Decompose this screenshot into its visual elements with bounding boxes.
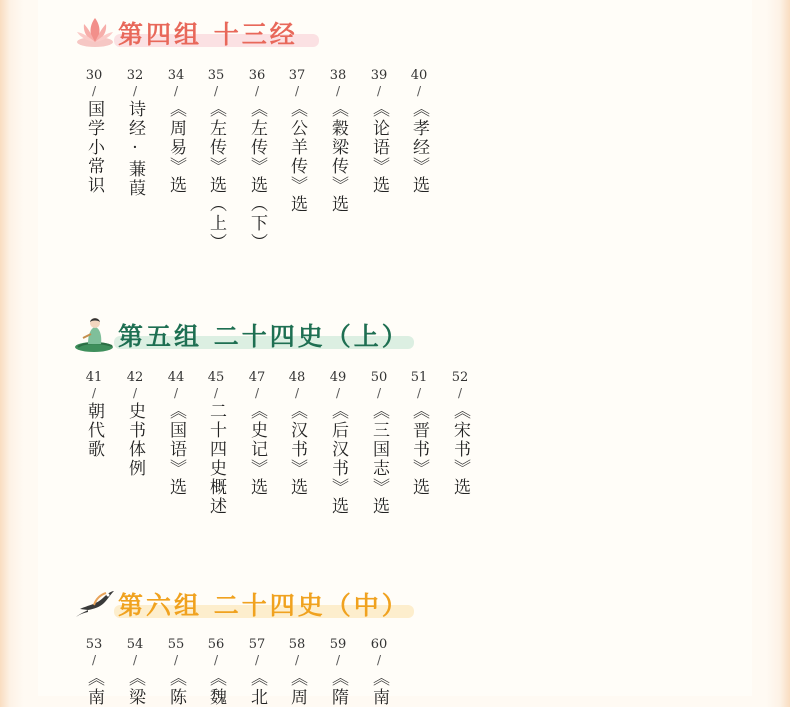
- lesson-number: 57: [248, 637, 266, 652]
- lesson-number: 38: [329, 68, 347, 83]
- lesson-item[interactable]: [365, 68, 393, 195]
- lesson-item[interactable]: [365, 370, 393, 516]
- slash-divider: /: [335, 386, 341, 400]
- lesson-title: 国学小常识: [84, 100, 104, 195]
- swallow-icon: [74, 583, 116, 623]
- lesson-number: 56: [207, 637, 225, 652]
- lesson-title: 《穀梁传》选: [328, 100, 348, 214]
- slash-divider: /: [173, 84, 179, 98]
- lesson-title: 《南: [369, 669, 389, 707]
- lesson-title: 《魏: [206, 669, 226, 707]
- lesson-item[interactable]: [283, 68, 311, 214]
- lesson-item[interactable]: [80, 637, 108, 707]
- slash-divider: /: [173, 653, 179, 667]
- slash-divider: /: [376, 653, 382, 667]
- lesson-number: 50: [370, 370, 388, 385]
- lesson-item[interactable]: [243, 68, 271, 252]
- lesson-item[interactable]: [324, 637, 352, 707]
- lesson-item[interactable]: [243, 370, 271, 497]
- lesson-title: 《陈: [166, 669, 186, 707]
- slash-divider: /: [416, 386, 422, 400]
- lesson-number: 35: [207, 68, 225, 83]
- slash-divider: /: [91, 653, 97, 667]
- slash-divider: /: [213, 386, 219, 400]
- lesson-item[interactable]: [202, 68, 230, 252]
- lesson-number: 54: [126, 637, 144, 652]
- lotus-icon: [74, 12, 116, 52]
- slash-divider: /: [213, 653, 219, 667]
- slash-divider: /: [335, 84, 341, 98]
- lesson-title: 二十四史概述: [206, 402, 226, 516]
- lesson-title: 诗经·蒹葭: [125, 100, 145, 198]
- lesson-item[interactable]: [405, 370, 433, 497]
- lesson-title: 《左传》选（下）: [247, 100, 267, 252]
- lesson-number: 34: [167, 68, 185, 83]
- lesson-number: 45: [207, 370, 225, 385]
- lesson-title: 《左传》选（上）: [206, 100, 226, 252]
- section-title: 第六组 二十四史（中）: [118, 591, 410, 620]
- slash-divider: /: [457, 386, 463, 400]
- lesson-title: 《梁: [125, 669, 145, 707]
- lesson-number: 42: [126, 370, 144, 385]
- slash-divider: /: [91, 84, 97, 98]
- slash-divider: /: [173, 386, 179, 400]
- lesson-title: 《后汉书》选: [328, 402, 348, 516]
- lesson-title: 《隋: [328, 669, 348, 707]
- lesson-number: 53: [85, 637, 103, 652]
- slash-divider: /: [254, 653, 260, 667]
- lesson-item[interactable]: [446, 370, 474, 497]
- lesson-number: 51: [410, 370, 428, 385]
- lesson-number: 60: [370, 637, 388, 652]
- section-title: 第五组 二十四史（上）: [118, 322, 410, 351]
- slash-divider: /: [376, 84, 382, 98]
- slash-divider: /: [294, 84, 300, 98]
- lesson-item[interactable]: [80, 370, 108, 459]
- lesson-item[interactable]: [324, 68, 352, 214]
- slash-divider: /: [132, 653, 138, 667]
- lesson-title: 《汉书》选: [287, 402, 307, 497]
- lesson-number: 52: [451, 370, 469, 385]
- slash-divider: /: [294, 653, 300, 667]
- lesson-title: 《南: [84, 669, 104, 707]
- slash-divider: /: [376, 386, 382, 400]
- lesson-item[interactable]: [405, 68, 433, 195]
- lesson-title: 《周易》选: [166, 100, 186, 195]
- lesson-item[interactable]: [202, 370, 230, 516]
- lesson-item[interactable]: [121, 370, 149, 478]
- lesson-item[interactable]: [80, 68, 108, 195]
- slash-divider: /: [294, 386, 300, 400]
- lesson-title: 《周: [287, 669, 307, 707]
- lesson-title: 《公羊传》选: [287, 100, 307, 214]
- slash-divider: /: [254, 84, 260, 98]
- lesson-number: 41: [85, 370, 103, 385]
- lesson-number: 32: [126, 68, 144, 83]
- lesson-number: 44: [167, 370, 185, 385]
- lesson-item[interactable]: [202, 637, 230, 707]
- lesson-item[interactable]: [283, 637, 311, 707]
- lesson-title: 《国语》选: [166, 402, 186, 497]
- lesson-title: 《宋书》选: [450, 402, 470, 497]
- lesson-number: 36: [248, 68, 266, 83]
- scholar-on-leaf-icon: [74, 314, 116, 354]
- lesson-title: 史书体例: [125, 402, 145, 478]
- lesson-number: 30: [85, 68, 103, 83]
- lesson-title: 《史记》选: [247, 402, 267, 497]
- lesson-title: 《三国志》选: [369, 402, 389, 516]
- lesson-title: 《北: [247, 669, 267, 707]
- slash-divider: /: [132, 84, 138, 98]
- lesson-item[interactable]: [365, 637, 393, 707]
- section-title: 第四组 十三经: [118, 20, 298, 49]
- slash-divider: /: [335, 653, 341, 667]
- lesson-title: 《论语》选: [369, 100, 389, 195]
- lesson-item[interactable]: [121, 68, 149, 198]
- slash-divider: /: [213, 84, 219, 98]
- lesson-title: 《孝经》选: [409, 100, 429, 195]
- lesson-number: 47: [248, 370, 266, 385]
- slash-divider: /: [416, 84, 422, 98]
- lesson-item[interactable]: [162, 637, 190, 707]
- lesson-item[interactable]: [162, 370, 190, 497]
- lesson-number: 55: [167, 637, 185, 652]
- lesson-number: 39: [370, 68, 388, 83]
- slash-divider: /: [91, 386, 97, 400]
- lesson-item[interactable]: [283, 370, 311, 497]
- slash-divider: /: [132, 386, 138, 400]
- lesson-number: 48: [288, 370, 306, 385]
- lesson-number: 59: [329, 637, 347, 652]
- slash-divider: /: [254, 386, 260, 400]
- lesson-number: 37: [288, 68, 306, 83]
- lesson-title: 朝代歌: [84, 402, 104, 459]
- lesson-item[interactable]: [121, 637, 149, 707]
- lesson-item[interactable]: [324, 370, 352, 516]
- lesson-number: 49: [329, 370, 347, 385]
- lesson-title: 《晋书》选: [409, 402, 429, 497]
- lesson-number: 40: [410, 68, 428, 83]
- lesson-item[interactable]: [243, 637, 271, 707]
- lesson-item[interactable]: [162, 68, 190, 195]
- lesson-number: 58: [288, 637, 306, 652]
